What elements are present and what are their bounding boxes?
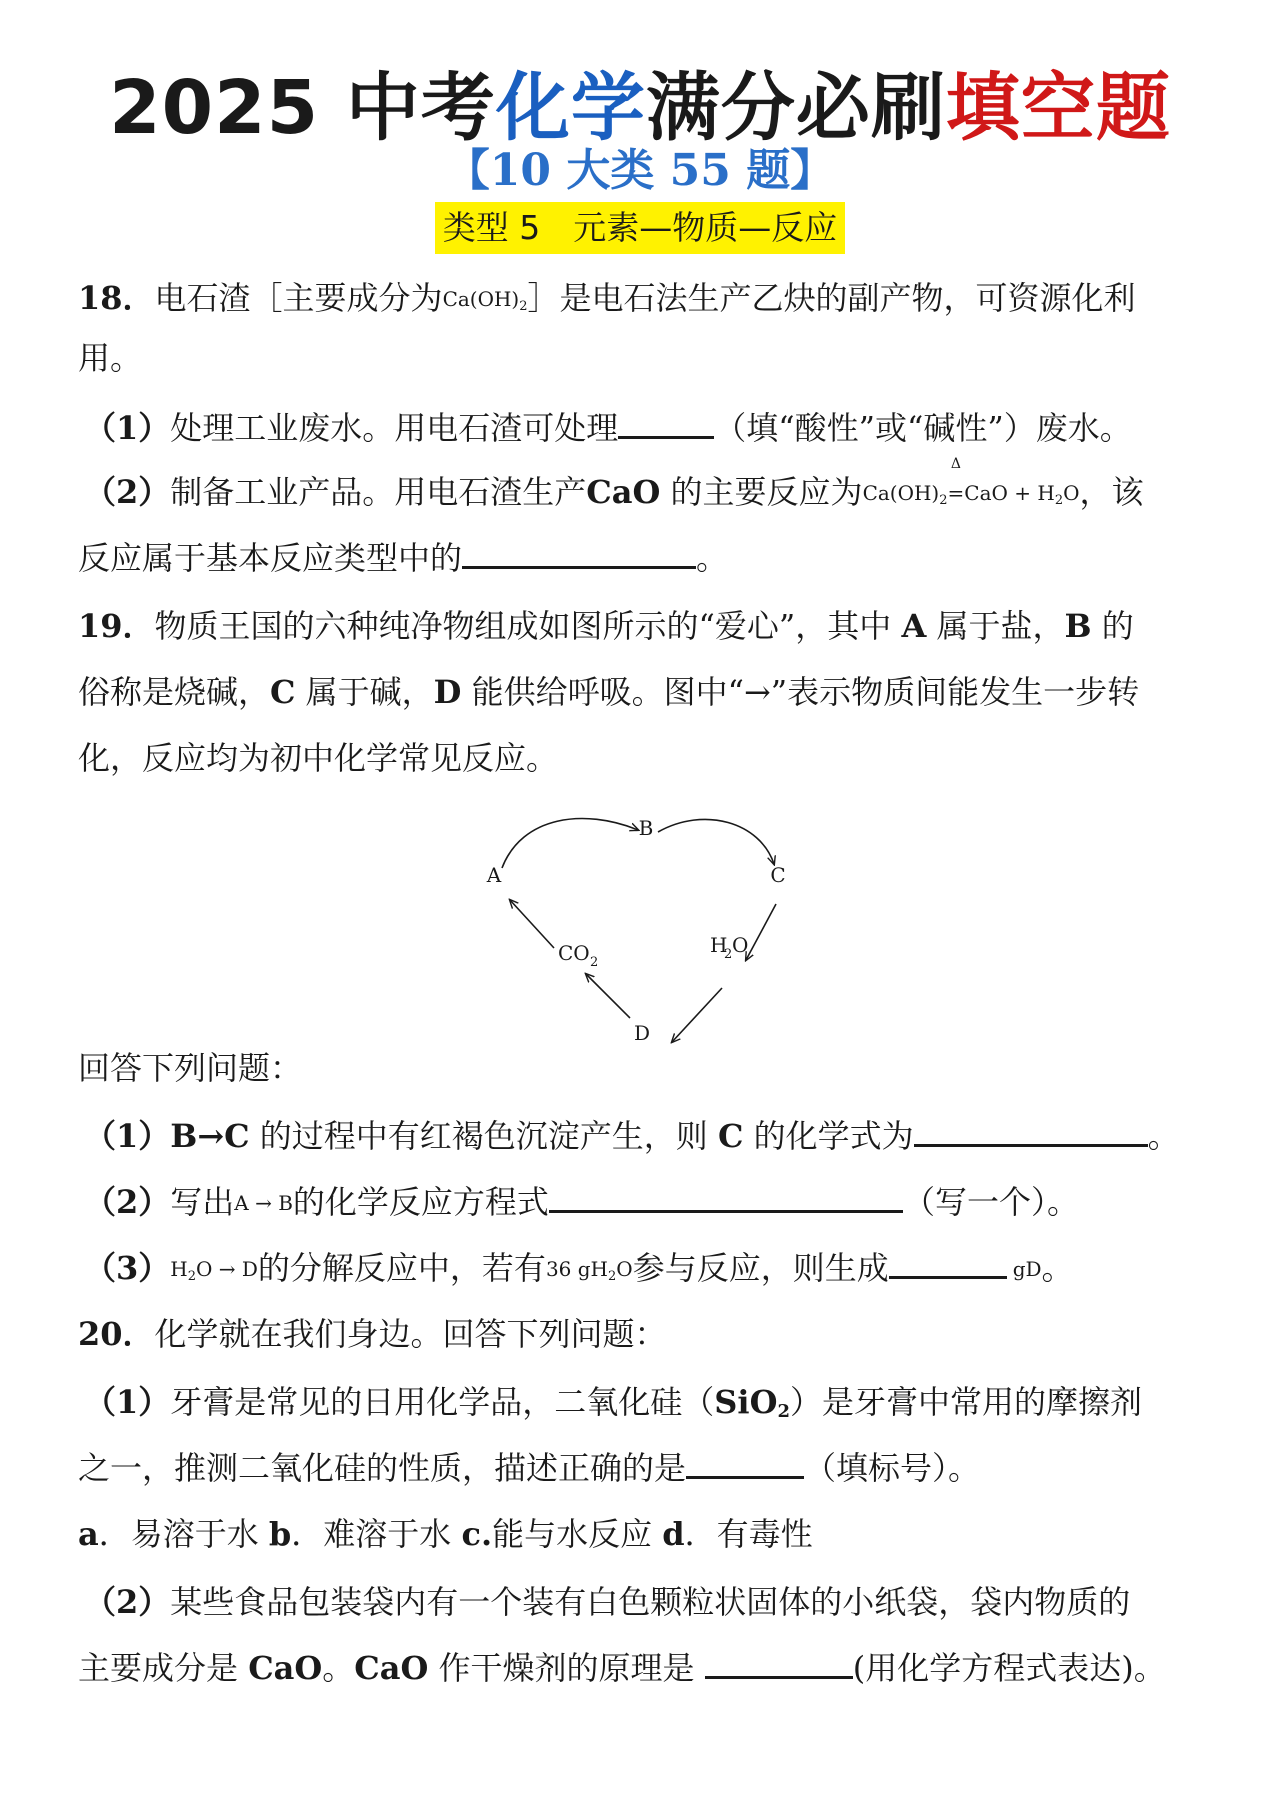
q20-options: a．易溶于水 b．难溶于水 c.能与水反应 d．有毒性	[78, 1515, 813, 1553]
svg-text:2: 2	[590, 955, 599, 970]
q20-line-1: 20．化学就在我们身边。回答下列问题：	[78, 1315, 667, 1353]
q18-number: 18．	[78, 279, 155, 317]
q19-part-2: （2）写出A → B的化学反应方程式 （写一个）。	[84, 1180, 1079, 1225]
node-b: B	[638, 816, 654, 840]
node-co2	[558, 941, 598, 970]
q19-p2-blank[interactable]	[549, 1180, 903, 1213]
q18-p2-blank[interactable]	[462, 536, 696, 569]
title-part-1: 2025 中考	[109, 65, 496, 151]
title-part-chemistry: 化学	[495, 65, 646, 151]
svg-text:H: H	[710, 933, 728, 957]
q20-part-2: （2）某些食品包装袋内有一个装有白色颗粒状固体的小纸袋，袋内物质的	[84, 1583, 1131, 1621]
q20-part-2-line-2: 主要成分是 CaO。CaO 作干燥剂的原理是 (用化学方程式表达)。	[78, 1646, 1166, 1690]
q19-part-1: （1）B→C 的过程中有红褐色沉淀产生，则 C 的化学式为 。	[84, 1114, 1180, 1158]
svg-text:O: O	[732, 933, 749, 957]
q18-line-2: 用。	[78, 339, 143, 377]
q20-number: 20．	[78, 1315, 155, 1353]
arrow-d-to-co2	[586, 974, 630, 1018]
q19-number: 19．	[78, 607, 155, 645]
q20-part-1-line-2: 之一，推测二氧化硅的性质，描述正确的是 （填标号）。	[78, 1446, 980, 1490]
q18-p1-label: （1）	[84, 409, 171, 447]
node-a: A	[486, 863, 502, 887]
q19-answer-intro: 回答下列问题：	[78, 1049, 303, 1087]
q20-p1-blank[interactable]	[686, 1446, 804, 1479]
heart-diagram	[478, 812, 808, 1048]
q19-p3-blank[interactable]	[889, 1246, 1007, 1279]
arrow-c-to-h2o	[746, 904, 776, 960]
q18-p2-label: （2）	[84, 473, 171, 511]
q18-formula: $Ca(OH)_2$	[442, 287, 528, 314]
q20-part-1: （1）牙膏是常见的日用化学品，二氧化硅（SiO$_2$）是牙膏中常用的摩擦剂	[84, 1383, 1142, 1422]
svg-text:CO: CO	[558, 941, 590, 965]
q19-part-3: $(3)H_2O \to D$的分解反应中，若有36 $gH_2O$参与反应，则生成 gD。	[84, 1246, 1074, 1299]
q18-line-1	[78, 276, 1136, 329]
q18-part-2: （2）制备工业产品。用电石渣生产CaO 的主要反应为$Ca(OH)_2$ Δ $=CaO + H_2O$，该	[84, 470, 1144, 523]
q18-text-2: ］是电石法生产乙炔的副产物，可资源化利	[527, 279, 1136, 317]
arrow-co2-to-a	[510, 900, 554, 948]
node-c: C	[770, 863, 786, 887]
arrow-a-to-b	[502, 819, 638, 868]
q18-equation: $Ca(OH)_2$ Δ $=CaO + H_2O$	[862, 456, 1080, 508]
q20-p2-blank[interactable]	[705, 1646, 853, 1679]
node-h2o	[710, 933, 748, 962]
arrow-h2o-to-d	[672, 988, 722, 1042]
q18-text: 电石渣［主要成分为	[154, 279, 443, 317]
q19-line-2: 俗称是烧碱，C 属于碱，D 能供给呼吸。图中“→”表示物质间能发生一步转	[78, 673, 1140, 711]
q18-part-2-line-2: 反应属于基本反应类型中的 。	[78, 536, 728, 580]
q19-line-1: 19．物质王国的六种纯净物组成如图所示的“爱心”，其中 A 属于盐，B 的	[78, 607, 1134, 645]
arrow-b-to-c	[658, 819, 774, 864]
page-subtitle: 【10 大类 55 题】	[445, 145, 835, 196]
q18-part-1: （1）处理工业废水。用电石渣可处理 （填“酸性”或“碱性”）废水。	[84, 406, 1132, 450]
q19-line-3: 化，反应均为初中化学常见反应。	[78, 739, 559, 777]
q19-p1-blank[interactable]	[914, 1114, 1148, 1147]
title-part-3: 满分必刷	[645, 65, 946, 151]
q18-p1-blank[interactable]	[618, 406, 714, 439]
type-banner: 类型 5 元素—物质—反应	[435, 202, 846, 254]
node-d: D	[634, 1021, 651, 1045]
title-part-fill-blank: 填空题	[945, 65, 1171, 151]
svg-text:2: 2	[724, 947, 733, 962]
